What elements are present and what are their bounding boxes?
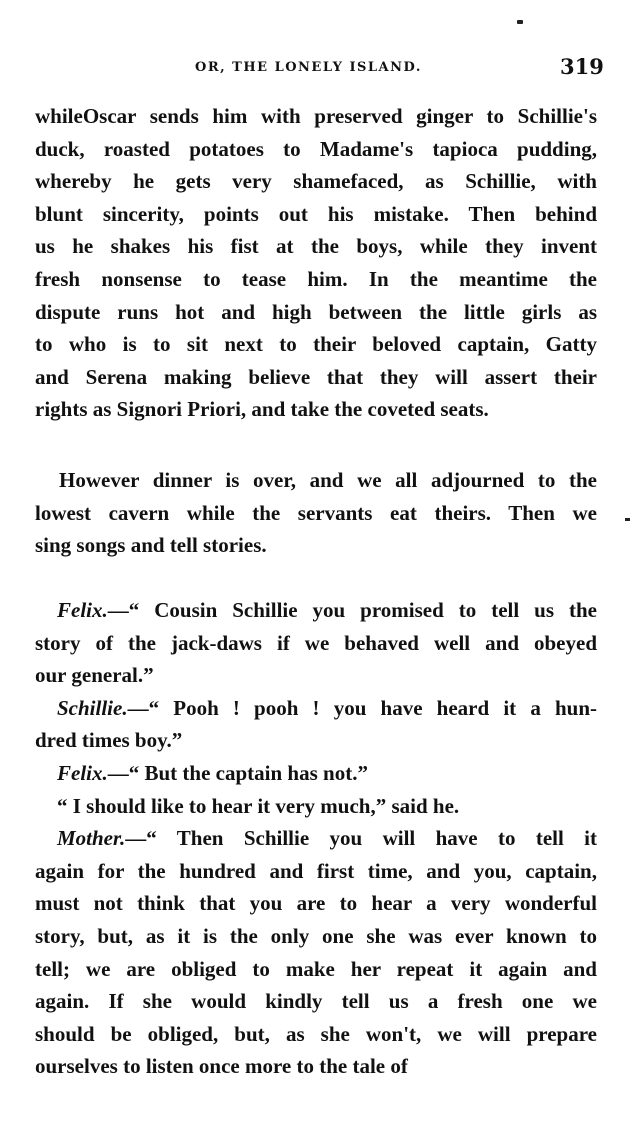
text-line: “ I should like to hear it very much,” said he. [57, 793, 460, 818]
text-line: dispute runs hot and high between the little girls as [35, 299, 597, 324]
ink-speck [625, 518, 630, 521]
dialogue-text: —“ But the captain has not.” [107, 760, 368, 785]
text-line: our general.” [35, 663, 154, 688]
text-line: us he shakes his fist at the boys, while they invent [35, 234, 597, 259]
text-line: again for the hundred and first time, and you, captain, [35, 858, 597, 883]
text-line: whereby he gets very shamefaced, as Schillie, with [35, 169, 597, 194]
dialogue-text: —“ Cousin Schillie you promised to tell us the [107, 598, 597, 622]
speaker-name: Mother. [57, 826, 126, 851]
speaker-name: Felix. [57, 598, 108, 622]
speaker-name: Felix. [57, 760, 108, 785]
text-line: However dinner is over, and we all adjourned to the [59, 468, 597, 492]
running-head: OR, THE LONELY ISLAND. [195, 60, 422, 75]
text-line: fresh nonsense to tease him. In the meantime the [35, 266, 597, 291]
paragraph-dinner-over [35, 464, 597, 562]
text-line: dred times boy.” [35, 728, 183, 753]
text-line: and Serena making believe that they will assert their [35, 364, 597, 389]
paragraph-dinner-table [35, 100, 597, 426]
text-line: story, but, as it is the only one she was ever known to [35, 923, 597, 948]
text-line: lowest cavern while the servants eat theirs. Then we [35, 500, 597, 525]
dialogue-line [35, 757, 597, 790]
text-line: rights as Signori Priori, and take the coveted seats. [35, 397, 489, 422]
dialogue-text: —“ Then Schillie you will have to tell it [125, 826, 597, 851]
text-line: duck, roasted potatoes to Madame's tapioca pudding, [35, 136, 597, 161]
text-line: should be obliged, but, as she won't, we will prepare [35, 1021, 597, 1046]
text-line: must not think that you are to hear a very wonderful [35, 891, 597, 916]
text-line: blunt sincerity, points out his mistake. Then behind [35, 201, 597, 226]
text-line: tell; we are obliged to make her repeat it again and [35, 956, 597, 981]
page-number: 319 [560, 54, 604, 79]
text-line: whileOscar sends him with preserved ginger to Schillie's [35, 104, 597, 128]
dialogue-block [35, 594, 597, 1083]
dialogue-line [35, 692, 597, 725]
text-line: to who is to sit next to their beloved captain, Gatty [35, 332, 597, 357]
text-line: story of the jack-daws if we behaved well and obeyed [35, 630, 597, 655]
dialogue-text: —“ Pooh ! pooh ! you have heard it a hun- [127, 695, 597, 720]
text-line: again. If she would kindly tell us a fresh one we [35, 989, 597, 1014]
ink-speck [517, 20, 523, 24]
text-line: ourselves to listen once more to the tale of [35, 1054, 408, 1079]
dialogue-line [35, 822, 597, 855]
speaker-name: Schillie. [57, 695, 128, 720]
dialogue-line [35, 594, 597, 627]
text-line: sing songs and tell stories. [35, 533, 267, 558]
